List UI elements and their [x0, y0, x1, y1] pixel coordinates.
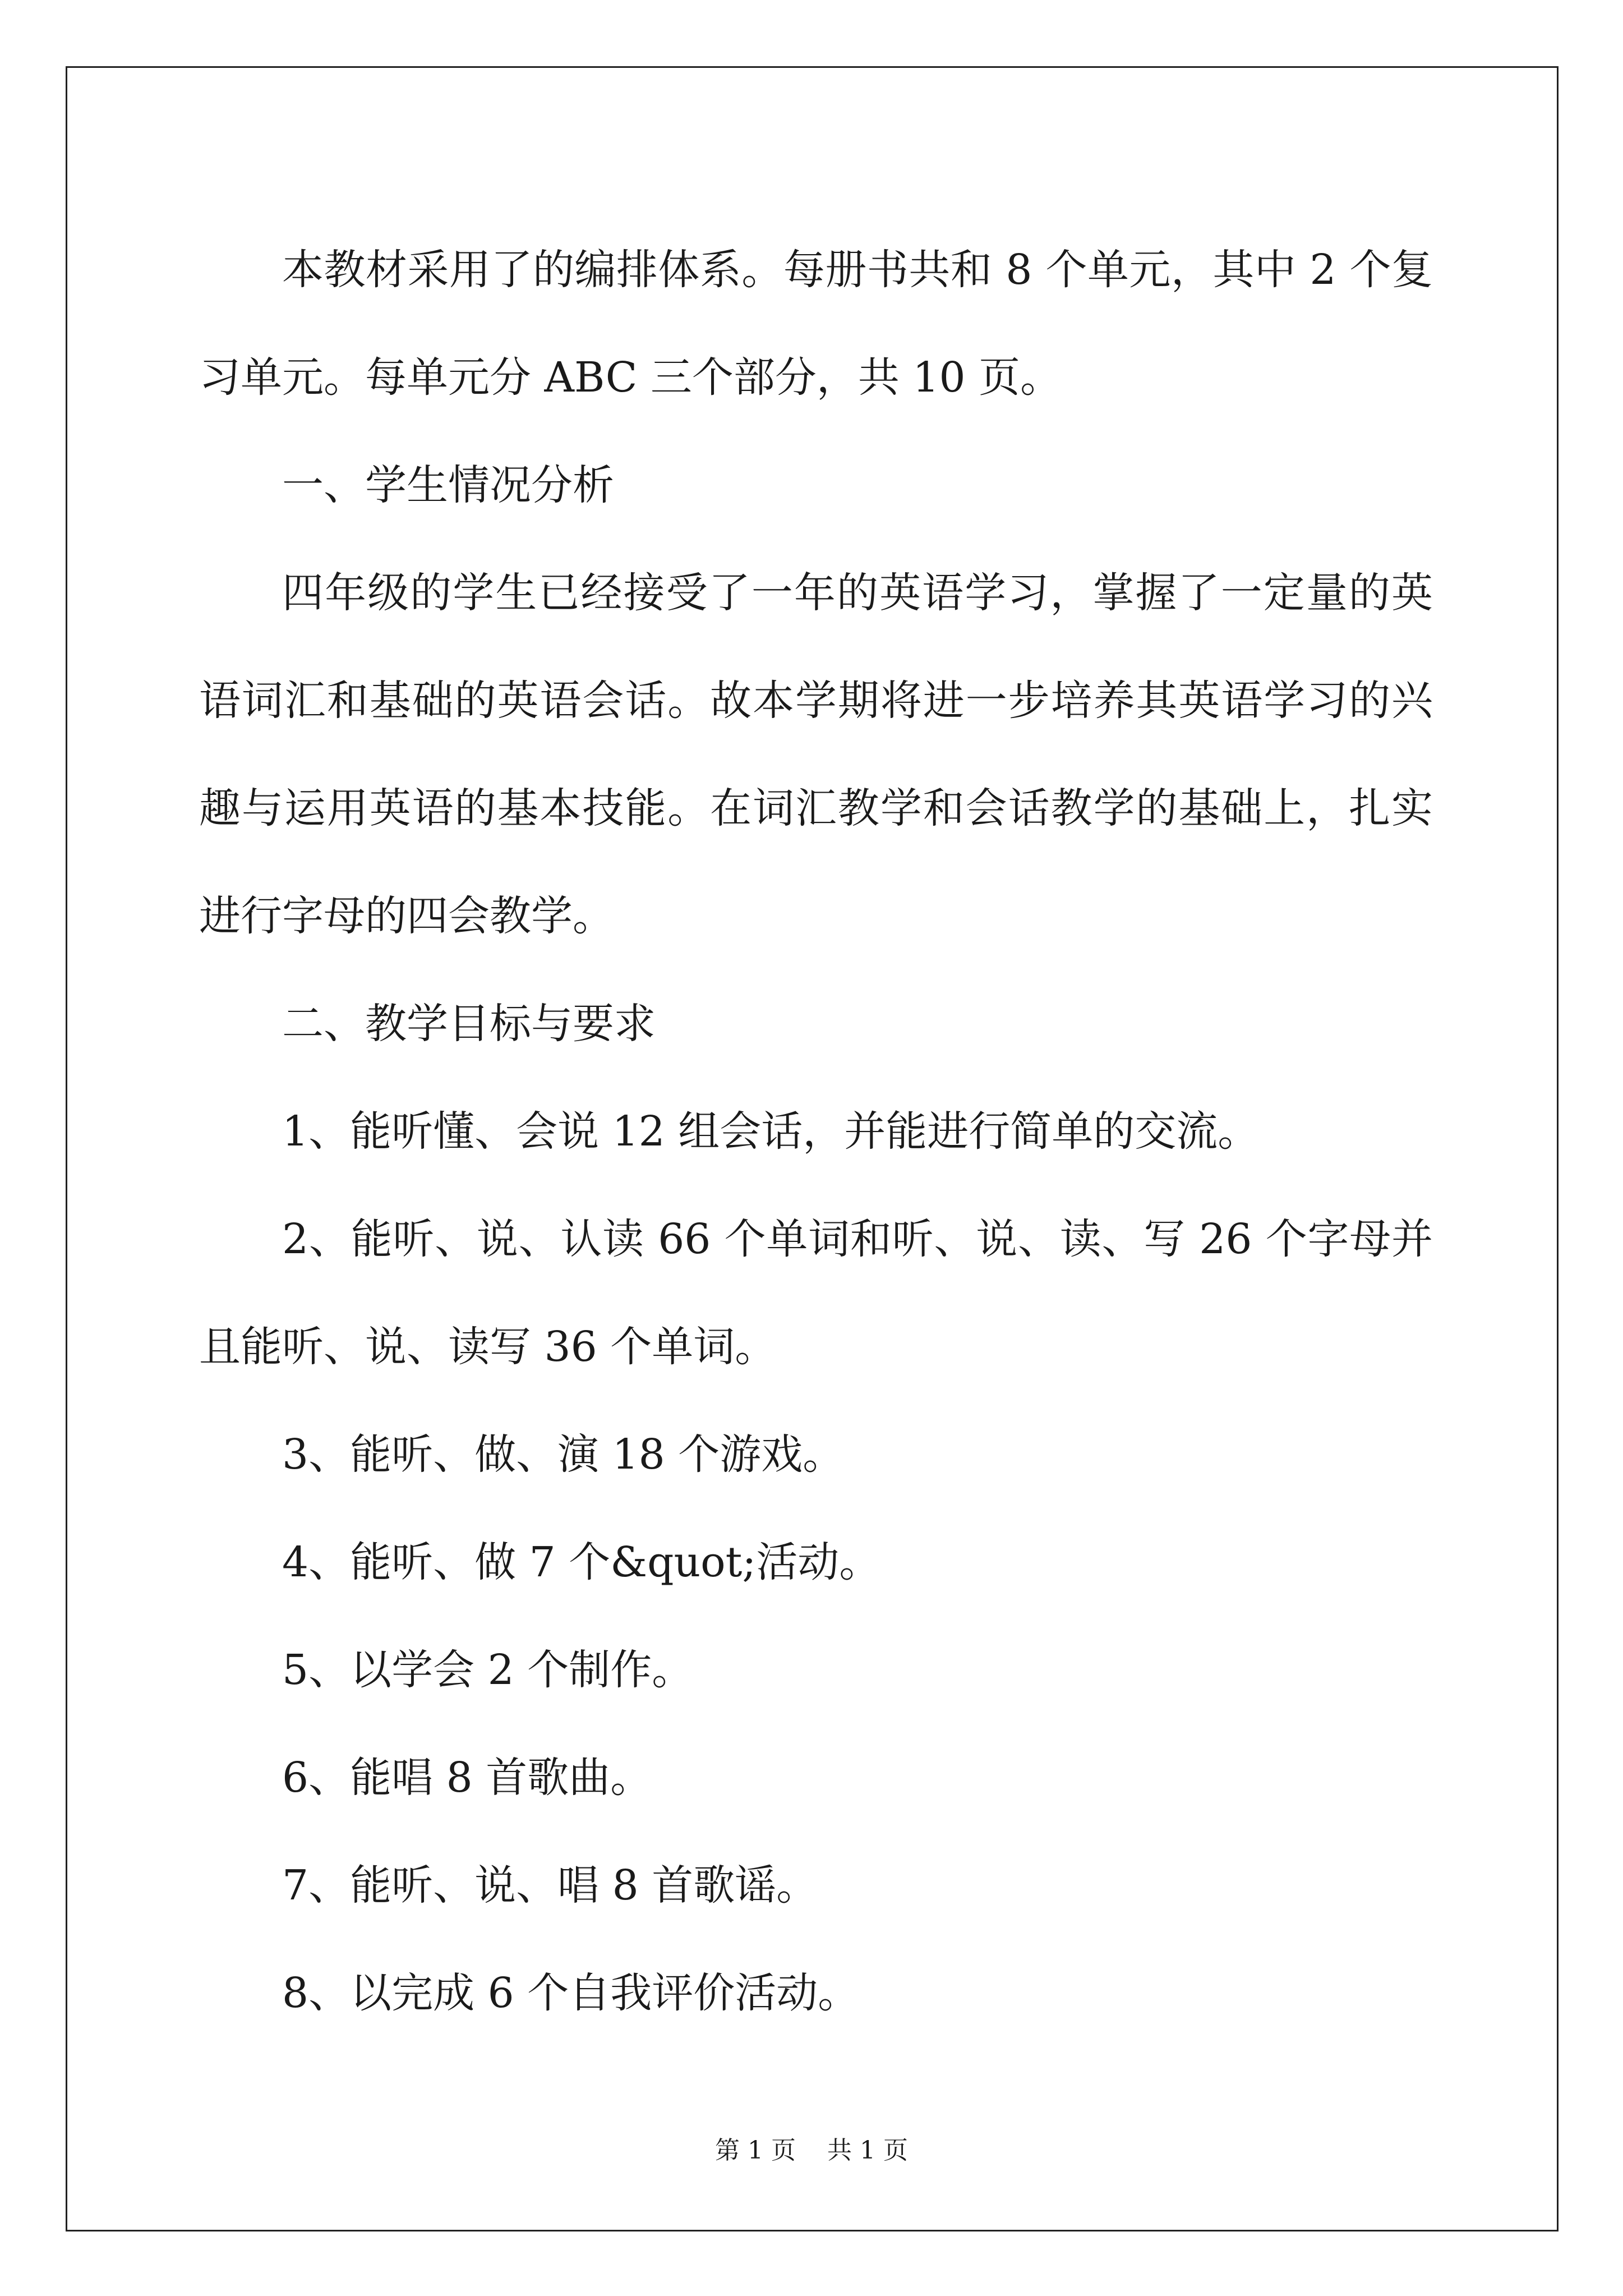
goal-item-5: 5、以学会 2 个制作。: [282, 1646, 694, 1694]
page-total: 共 1 页: [827, 2136, 908, 2165]
section-heading-goals: 二、教学目标与要求: [282, 1000, 656, 1048]
goal-item-6: 6、能唱 8 首歌曲。: [282, 1754, 652, 1802]
page-number: 第 1 页: [715, 2136, 796, 2165]
goal-item-2: 2、能听、说、认读 66 个单词和听、说、读、写 26 个字母并且能听、说、读写 36 个单词。: [199, 1215, 1433, 1371]
section-heading-student-analysis: 一、学生情况分析: [282, 461, 614, 509]
goal-item-8: 8、以完成 6 个自我评价活动。: [282, 1969, 860, 2017]
goal-item-7: 7、能听、说、唱 8 首歌谣。: [282, 1861, 818, 1910]
document-body: [199, 216, 1433, 2047]
paragraph-student-analysis: 四年级的学生已经接受了一年的英语学习，掌握了一定量的英语词汇和基础的英语会话。故本学期将进一步培养其英语学习的兴趣与运用英语的基本技能。在词汇教学和会话教学的基础上，扎实进行字母的四会教学。: [199, 569, 1433, 940]
goal-item-4: 4、能听、做 7 个&quot;活动。: [282, 1538, 881, 1586]
goal-item-1: 1、能听懂、会说 12 组会话，并能进行简单的交流。: [282, 1107, 1260, 1156]
page-footer: [0, 2134, 1623, 2168]
goal-item-3: 3、能听、做、演 18 个游戏。: [282, 1430, 845, 1479]
paragraph-intro: 本教材采用了的编排体系。每册书共和 8 个单元，其中 2 个复习单元。每单元分 ABC 三个部分，共 10 页。: [199, 246, 1433, 402]
